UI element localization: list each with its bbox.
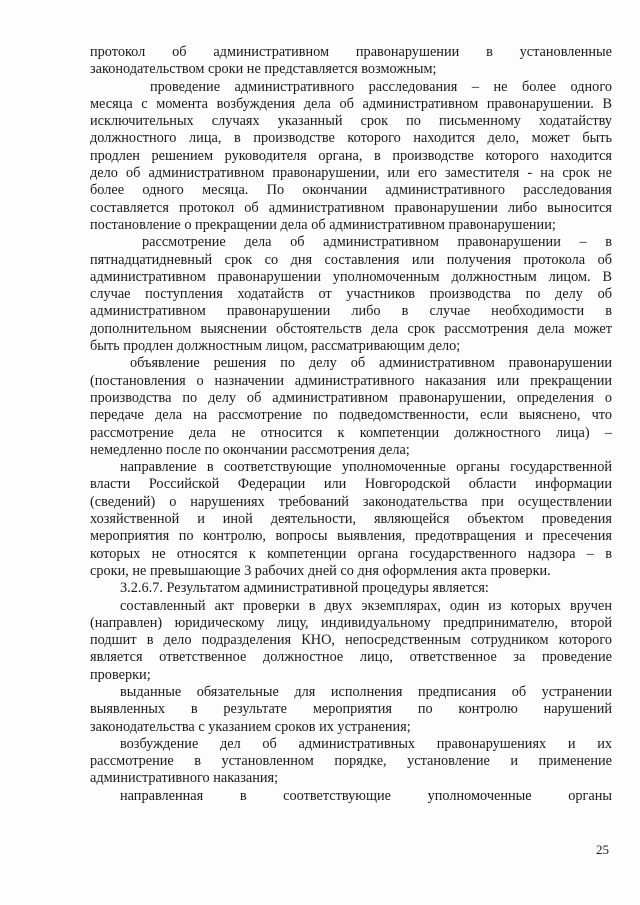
text-line: рассмотрение в установленном порядке, установление и применение [90, 753, 612, 770]
text-line: производства по делу об административном правонарушении, определения о [90, 389, 612, 406]
text-line: исключительных случаях указанный срок по письменному ходатайству [90, 113, 612, 130]
text-line: составленный акт проверки в двух экземплярах, один из которых вручен [120, 597, 612, 614]
text-line: дополнительном выяснении обстоятельств дела срок рассмотрения дела может [90, 320, 612, 337]
text-line: рассмотрение дела об административном правонарушении – в [142, 234, 612, 251]
text-line: продлен решением руководителя органа, в производстве которого находится [90, 147, 612, 164]
text-line: месяца с момента возбуждения дела об административном правонарушении. В [90, 95, 612, 112]
text-line: направленная в соответствующие уполномоченные органы [120, 787, 612, 804]
text-line: передаче дела на рассмотрение по подведомственности, если выяснено, что [90, 407, 612, 424]
text-line: власти Российской Федерации или Новгородской области информации [90, 476, 612, 493]
text-line: более одного месяца. По окончании административного расследования [90, 182, 612, 199]
text-line: выявленных в результате мероприятия по контролю нарушений [90, 701, 612, 718]
text-line: проведение административного расследования – не более одного [150, 78, 612, 95]
page-number: 25 [596, 842, 609, 857]
text-line: административном правонарушении либо в случае необходимости в [90, 303, 612, 320]
text-line: законодательства с указанием сроков их устранения; [90, 718, 411, 735]
text-line: которых не относятся к компетенции органа государственного надзора – в [90, 545, 612, 562]
document-body [90, 44, 612, 805]
text-line: немедленно после по окончании рассмотрения дела; [90, 441, 410, 458]
text-line: административного наказания; [90, 770, 279, 787]
text-line: дело об административном правонарушении, или его заместителя - на срок не [90, 165, 612, 182]
text-line: (сведений) о нарушениях требований законодательства при осуществлении [90, 493, 612, 510]
text-line: хозяйственной и иной деятельности, являющейся объектом проведения [90, 511, 612, 528]
text-line: пятнадцатидневный срок со дня составления или получения протокола об [90, 251, 612, 268]
text-line: постановление о прекращении дела об административном правонарушении; [90, 216, 556, 233]
text-line: составляется протокол об административном правонарушении либо выносится [90, 199, 612, 216]
text-line: является ответственное должностное лицо, ответственное за проведение [90, 649, 612, 666]
text-line: направление в соответствующие уполномоченные органы государственной [120, 459, 612, 476]
text-line: мероприятия по контролю, вопросы выявления, предотвращения и пресечения [90, 528, 612, 545]
text-line: административном правонарушении уполномоченным должностным лицом. В [90, 268, 612, 285]
text-line: (направлен) юридическому лицу, индивидуальному предпринимателю, второй [90, 614, 612, 631]
text-line: (постановления о назначении административного наказания или прекращении [90, 372, 612, 389]
text-line: проверки; [90, 666, 151, 683]
text-line: выданные обязательные для исполнения предписания об устранении [120, 683, 612, 700]
text-line: быть продлен должностным лицом, рассматривающим дело; [90, 338, 461, 355]
text-line: 3.2.6.7. Результатом административной процедуры является: [120, 580, 489, 597]
text-line: случае поступления ходатайств от участников производства по делу об [90, 286, 612, 303]
text-line: должностного лица, в производстве которого находится дело, может быть [90, 130, 612, 147]
text-line: объявление решения по делу об административном правонарушении [130, 355, 612, 372]
text-line: возбуждение дел об административных правонарушениях и их [120, 735, 612, 752]
text-line: протокол об административном правонарушении в установленные [90, 44, 612, 60]
text-line: подшит в дело подразделения КНО, непосредственным сотрудником которого [90, 632, 612, 649]
text-line: сроки, не превышающие 3 рабочих дней со дня оформления акта проверки. [90, 562, 551, 579]
text-line: рассмотрение дела не относится к компетенции должностного лица) – [90, 424, 612, 441]
text-line: законодательством сроки не представляется возможным; [90, 61, 437, 78]
